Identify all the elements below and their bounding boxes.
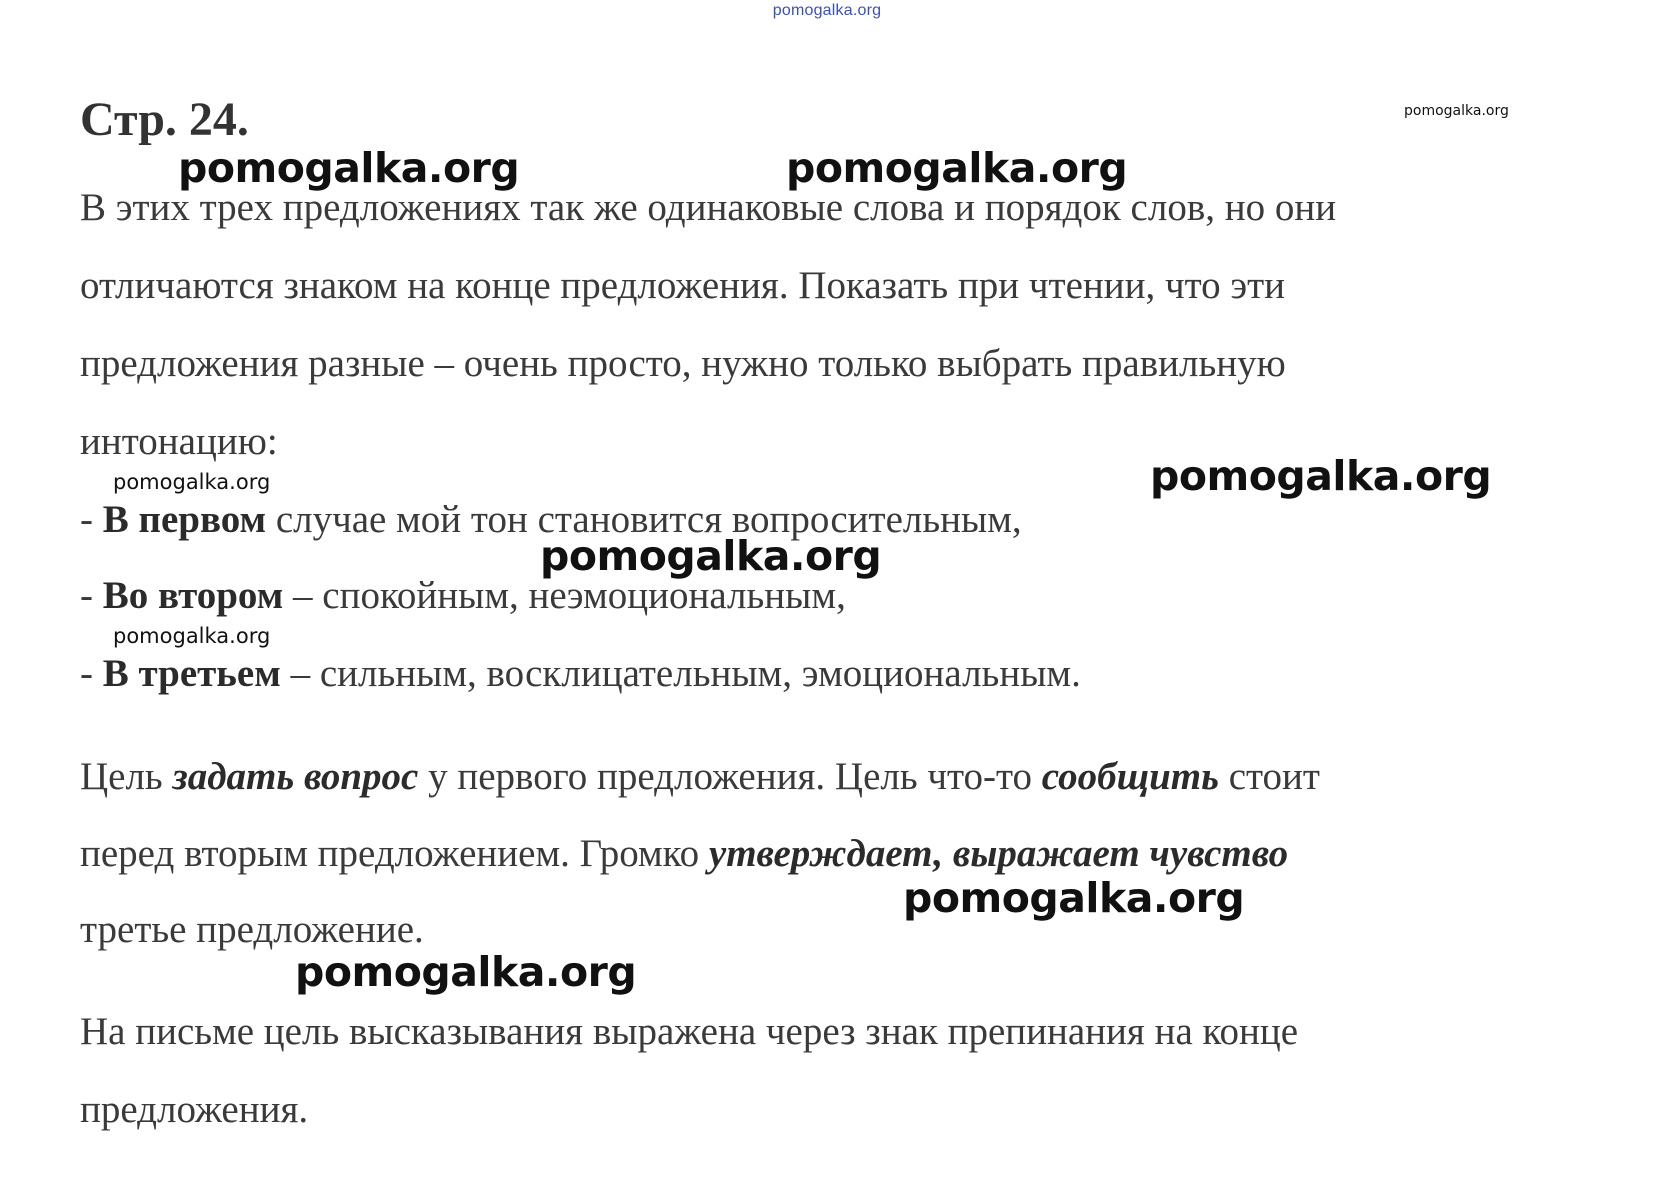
- watermark-mid-right: pomogalka.org: [1150, 452, 1492, 500]
- watermark-small-1: pomogalka.org: [113, 470, 271, 494]
- emphasis-text: сообщить: [1041, 755, 1219, 798]
- page-title: Стр. 24.: [80, 93, 249, 146]
- header-watermark: pomogalka.org: [772, 2, 882, 19]
- watermark-mid-center: pomogalka.org: [540, 532, 882, 580]
- paragraph-2-line-1: [80, 757, 1320, 796]
- emphasis-text: задать вопрос: [172, 755, 419, 798]
- list-item-3: [80, 654, 1081, 693]
- watermark-top-left: pomogalka.org: [178, 144, 520, 192]
- paragraph-1-line-3: предложения разные – очень просто, нужно только выбрать правильную: [80, 342, 1286, 385]
- emphasis-text: утверждает, выражает чувство: [708, 832, 1289, 875]
- list-item-text: – спокойным, неэмоциональным,: [283, 574, 846, 617]
- paragraph-3-line-1: На письме цель высказывания выражена через знак препинания на конце: [80, 1010, 1299, 1053]
- list-item-text: случае мой тон становится вопросительным,: [266, 498, 1022, 541]
- watermark-corner: pomogalka.org: [1404, 103, 1509, 119]
- list-item-bold: В первом: [102, 498, 267, 541]
- paragraph-1-line-4: интонацию:: [80, 420, 278, 463]
- list-item-text: – сильным, восклицательным, эмоциональным.: [280, 652, 1081, 695]
- paragraph-3-line-2: предложения.: [80, 1088, 309, 1131]
- paragraph-2-line-3: третье предложение.: [80, 908, 424, 951]
- watermark-lower-right: pomogalka.org: [903, 874, 1245, 922]
- watermark-top-right: pomogalka.org: [786, 144, 1128, 192]
- list-item-2: [80, 576, 846, 615]
- list-dash: -: [80, 652, 103, 695]
- text-span: у первого предложения. Цель что-то: [418, 755, 1042, 798]
- watermark-lower-left: pomogalka.org: [295, 948, 637, 996]
- list-dash: -: [80, 498, 103, 541]
- text-span: перед вторым предложением. Громко: [80, 832, 709, 875]
- list-item-bold: Во втором: [102, 574, 284, 617]
- paragraph-1-line-1: В этих трех предложениях так же одинаковые слова и порядок слов, но они: [80, 186, 1337, 229]
- watermark-small-2: pomogalka.org: [113, 624, 271, 648]
- list-item-bold: В третьем: [102, 652, 281, 695]
- text-span: Цель: [80, 755, 173, 798]
- text-span: стоит: [1218, 755, 1320, 798]
- list-dash: -: [80, 574, 103, 617]
- paragraph-2-line-2: [80, 834, 1288, 873]
- paragraph-1-line-2: отличаются знаком на конце предложения. Показать при чтении, что эти: [80, 264, 1286, 307]
